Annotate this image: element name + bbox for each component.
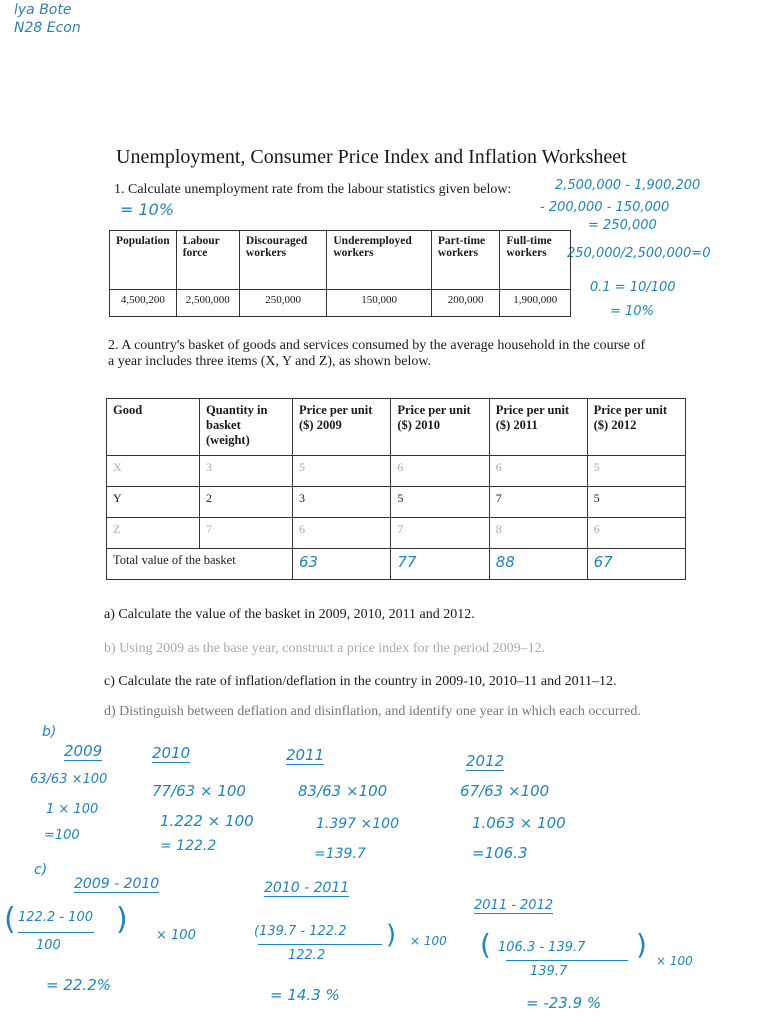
- student-name: lya Bote: [14, 2, 72, 18]
- work-b-2009-step2: 1 × 100: [46, 802, 99, 817]
- table-row-total: [107, 549, 686, 580]
- table-header-row: [107, 399, 686, 456]
- page-title: Unemployment, Consumer Price Index and Inflation Worksheet: [116, 146, 627, 168]
- work-b-2009-heading: 2009: [64, 742, 103, 760]
- work-c-p3-result: = -23.9 %: [526, 994, 602, 1012]
- work-c-p2-fraction-bar: [258, 944, 382, 945]
- header-labour-force: Labour force: [176, 231, 239, 290]
- total-2011: 88: [489, 549, 587, 580]
- total-2012: 67: [587, 549, 685, 580]
- work-c-label: c): [34, 862, 48, 878]
- value-discouraged: 250,000: [239, 290, 326, 317]
- work-c-p2-times: × 100: [410, 934, 447, 948]
- work-c-p1-fraction-bar: [18, 932, 94, 933]
- work-b-2009-result: =100: [44, 828, 80, 843]
- header-underemployed: Underemployed workers: [327, 231, 432, 290]
- header-good: Good: [107, 399, 200, 456]
- good-z: Z: [107, 518, 200, 549]
- q1-prompt: 1. Calculate unemployment rate from the labour statistics given below:: [114, 182, 512, 197]
- work-c-p1-times: × 100: [156, 928, 196, 943]
- work-b-2010-result: = 122.2: [160, 838, 217, 854]
- header-full-time: Full-time workers: [500, 231, 571, 290]
- q1-working-line2: - 200,000 - 150,000: [540, 200, 670, 215]
- q1-working-line1: 2,500,000 - 1,900,200: [555, 178, 701, 193]
- course-code: N28 Econ: [14, 20, 81, 36]
- table-row: [107, 456, 686, 487]
- work-c-p3-close-paren: ): [636, 928, 647, 961]
- work-c-p1-denominator: 100: [36, 938, 61, 953]
- work-c-p1-heading: 2009 - 2010: [74, 876, 160, 892]
- work-c-p3-numerator: 106.3 - 139.7: [498, 940, 586, 955]
- value-part-time: 200,000: [431, 290, 500, 317]
- work-b-2011-result: =139.7: [314, 846, 366, 862]
- basket-table: [106, 398, 686, 580]
- price-y-2012: 5: [587, 487, 685, 518]
- qty-y: 2: [200, 487, 293, 518]
- work-c-p3-heading: 2011 - 2012: [474, 898, 554, 913]
- price-z-2010: 7: [391, 518, 489, 549]
- header-price-2011: Price per unit ($) 2011: [489, 399, 587, 456]
- good-x: X: [107, 456, 200, 487]
- table-header-row: [110, 231, 571, 290]
- value-population: 4,500,200: [110, 290, 177, 317]
- q2-part-a: a) Calculate the value of the basket in 2009, 2010, 2011 and 2012.: [104, 607, 475, 622]
- header-price-2012: Price per unit ($) 2012: [587, 399, 685, 456]
- work-b-2009-step1: 63/63 ×100: [30, 772, 108, 787]
- q2-part-b: b) Using 2009 as the base year, construct a price index for the period 2009–12.: [104, 641, 546, 656]
- work-b-2011-step2: 1.397 ×100: [316, 816, 399, 832]
- work-b-2012-step2: 1.063 × 100: [472, 814, 566, 832]
- price-z-2009: 6: [293, 518, 391, 549]
- table-row: [110, 290, 571, 317]
- work-b-2010-step1: 77/63 × 100: [152, 782, 246, 800]
- total-2010: 77: [391, 549, 489, 580]
- q2-prompt-line1: 2. A country's basket of goods and services consumed by the average household in the course of: [108, 338, 646, 353]
- work-b-2011-step1: 83/63 ×100: [298, 782, 388, 800]
- q1-answer: = 10%: [120, 200, 175, 219]
- qty-x: 3: [200, 456, 293, 487]
- qty-z: 7: [200, 518, 293, 549]
- work-c-p3-denominator: 139.7: [530, 964, 568, 979]
- work-c-p3-fraction-bar: [506, 960, 628, 961]
- price-y-2009: 3: [293, 487, 391, 518]
- work-c-p1-numerator: 122.2 - 100: [18, 910, 93, 925]
- work-c-p2-numerator: (139.7 - 122.2: [254, 924, 347, 939]
- header-price-2010: Price per unit ($) 2010: [391, 399, 489, 456]
- price-y-2010: 5: [391, 487, 489, 518]
- header-part-time: Part-time workers: [431, 231, 500, 290]
- price-z-2012: 6: [587, 518, 685, 549]
- work-c-p3-open-paren: (: [480, 928, 491, 961]
- q2-part-d: d) Distinguish between deflation and disinflation, and identify one year in which each occurred.: [104, 704, 641, 719]
- work-c-p2-result: = 14.3 %: [270, 986, 340, 1004]
- work-c-p2-close-paren: ): [386, 920, 397, 950]
- price-x-2011: 6: [489, 456, 587, 487]
- q2-prompt-line2: a year includes three items (X, Y and Z), as shown below.: [108, 354, 432, 369]
- header-discouraged: Discouraged workers: [239, 231, 326, 290]
- work-c-p1-open-paren: (: [4, 902, 16, 937]
- header-population: Population: [110, 231, 177, 290]
- total-2009: 63: [293, 549, 391, 580]
- q1-working-line3: = 250,000: [588, 218, 657, 233]
- q2-part-c: c) Calculate the rate of inflation/deflation in the country in 2009-10, 2010–11 and 2011–12.: [104, 674, 617, 689]
- price-x-2010: 6: [391, 456, 489, 487]
- header-price-2009: Price per unit ($) 2009: [293, 399, 391, 456]
- table-row: [107, 487, 686, 518]
- header-quantity: Quantity in basket (weight): [200, 399, 293, 456]
- price-x-2009: 5: [293, 456, 391, 487]
- work-b-2011-heading: 2011: [286, 746, 325, 764]
- total-label: Total value of the basket: [107, 549, 293, 580]
- work-b-2010-step2: 1.222 × 100: [160, 812, 254, 830]
- work-b-label: b): [42, 724, 57, 740]
- work-c-p2-denominator: 122.2: [288, 948, 326, 963]
- q1-working-line5: 0.1 = 10/100: [590, 280, 676, 295]
- good-y: Y: [107, 487, 200, 518]
- q1-working-line4: 250,000/2,500,000=0: [567, 246, 711, 261]
- price-z-2011: 8: [489, 518, 587, 549]
- work-c-p2-heading: 2010 - 2011: [264, 880, 350, 896]
- price-y-2011: 7: [489, 487, 587, 518]
- work-b-2012-heading: 2012: [466, 752, 505, 770]
- work-b-2010-heading: 2010: [152, 744, 191, 762]
- table-row: [107, 518, 686, 549]
- labour-statistics-table: [109, 230, 571, 317]
- q1-working-line6: = 10%: [610, 304, 654, 319]
- value-labour-force: 2,500,000: [176, 290, 239, 317]
- work-c-p1-close-paren: ): [116, 902, 128, 937]
- work-b-2012-result: =106.3: [472, 844, 528, 862]
- work-c-p3-times: × 100: [656, 954, 693, 968]
- value-full-time: 1,900,000: [500, 290, 571, 317]
- work-b-2012-step1: 67/63 ×100: [460, 782, 550, 800]
- value-underemployed: 150,000: [327, 290, 432, 317]
- work-c-p1-result: = 22.2%: [46, 976, 111, 994]
- price-x-2012: 5: [587, 456, 685, 487]
